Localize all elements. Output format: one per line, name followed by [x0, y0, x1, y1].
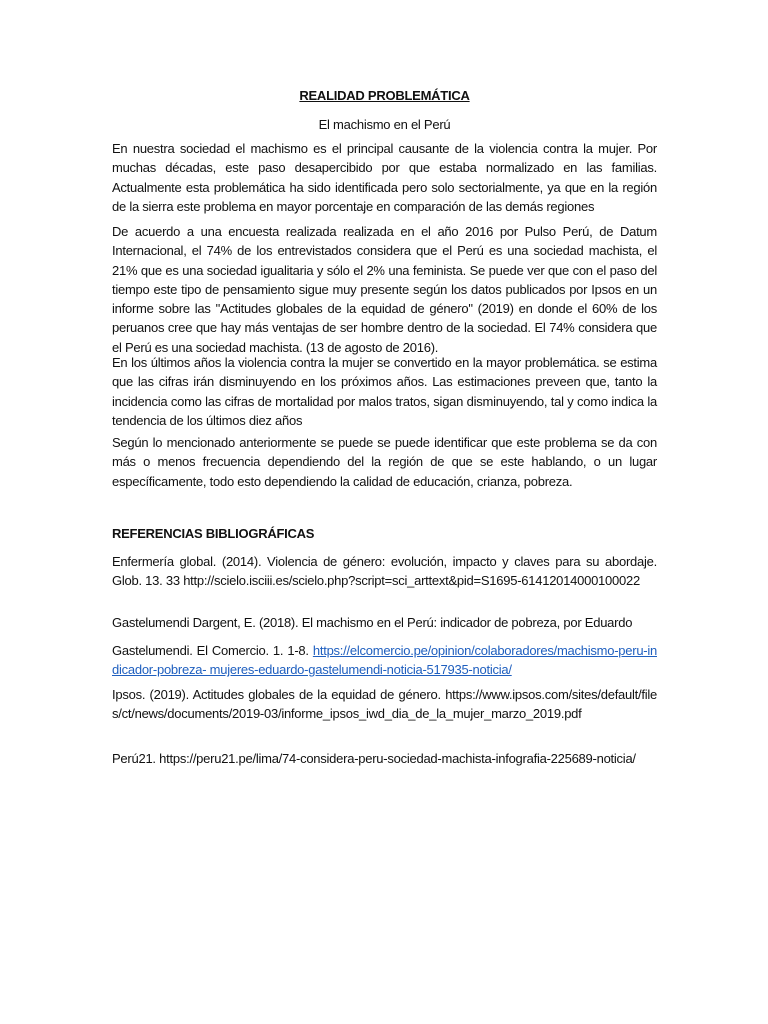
reference-4-text: Ipsos. (2019). Actitudes globales de la equidad de género. — [112, 687, 446, 702]
reference-4-url: https://www.ipsos.com/sites/default/files/ct/news/documents/2019-03/informe_ipsos_iwd_dia_de_la_mujer_marzo_2019.pdf — [112, 687, 657, 722]
references-heading: REFERENCIAS BIBLIOGRÁFICAS — [112, 526, 315, 541]
reference-1-url: http://scielo.isciii.es/scielo.php?script=sci_arttext&pid=S1695-61412014000100022 — [183, 573, 640, 589]
reference-1-text: Enfermería global. (2014). Violencia de género: evolución, impacto y claves para su abordaje. Glob. 13. 33 — [112, 554, 657, 589]
reference-2: Gastelumendi Dargent, E. (2018). El machismo en el Perú: indicador de pobreza, por Eduardo — [112, 615, 633, 630]
reference-3-text: Gastelumendi. El Comercio. 1. 1-8. — [112, 643, 313, 658]
paragraph-3: En los últimos años la violencia contra la mujer se convertido en la mayor problemática. se estima que las cifras irán disminuyendo en los próximos años. Las estimaciones preveen que, tanto la incidencia como las cifras de mortalidad por malos tratos, sigan disminuyendo, tal y como indica la tendencia de los últimos diez años — [112, 355, 657, 428]
page-title: REALIDAD PROBLEMÁTICA — [299, 88, 470, 103]
reference-4 — [112, 685, 657, 724]
paragraph-4: Según lo mencionado anteriormente se puede se puede identificar que este problema se da con más o menos frecuencia dependiendo del la región de que se este hablando, o un lugar específicamente, todo esto dependiendo la calidad de educación, crianza, pobreza. — [112, 435, 657, 489]
paragraph-1: En nuestra sociedad el machismo es el principal causante de la violencia contra la mujer. Por muchas décadas, este paso desapercibido por que estaba normalizado en las familias. Actualmente esta problemática ha sido identificada pero solo sectorialmente, ya que en la región de la sierra este problema en mayor porcentaje en comparación de las demás regiones — [112, 141, 657, 214]
paragraph-2: De acuerdo a una encuesta realizada realizada en el año 2016 por Pulso Perú, de Datum Internacional, el 74% de los entrevistados considera que el Perú es una sociedad machista, el 21% que es una sociedad igualitaria y sólo el 2% una feminista. Se puede ver que con el paso del tiempo este tipo de pensamiento sigue muy presente según los datos publicados por Ipsos en un informe sobre las "Actitudes globales de la equidad de género" (2019) en donde el 60% de los peruanos cree que hay más ventajas de ser hombre dentro de la sociedad. El 74% considera que el Perú es una sociedad machista. (13 de agosto de 2016). — [112, 224, 657, 355]
page-subtitle: El machismo en el Perú — [318, 117, 451, 132]
reference-5 — [112, 749, 657, 768]
reference-5-url: https://peru21.pe/lima/74-considera-peru-sociedad-machista-infografia-225689-noticia/ — [159, 751, 636, 766]
reference-5-text: Perú21. — [112, 751, 160, 766]
reference-3 — [112, 641, 657, 680]
reference-3-link[interactable]: https://elcomercio.pe/opinion/colaboradores/machismo-peru-indicador-pobreza- mujeres-eduardo-gastelumendi-noticia-517935-noticia/ — [112, 643, 657, 678]
reference-1 — [112, 552, 657, 591]
